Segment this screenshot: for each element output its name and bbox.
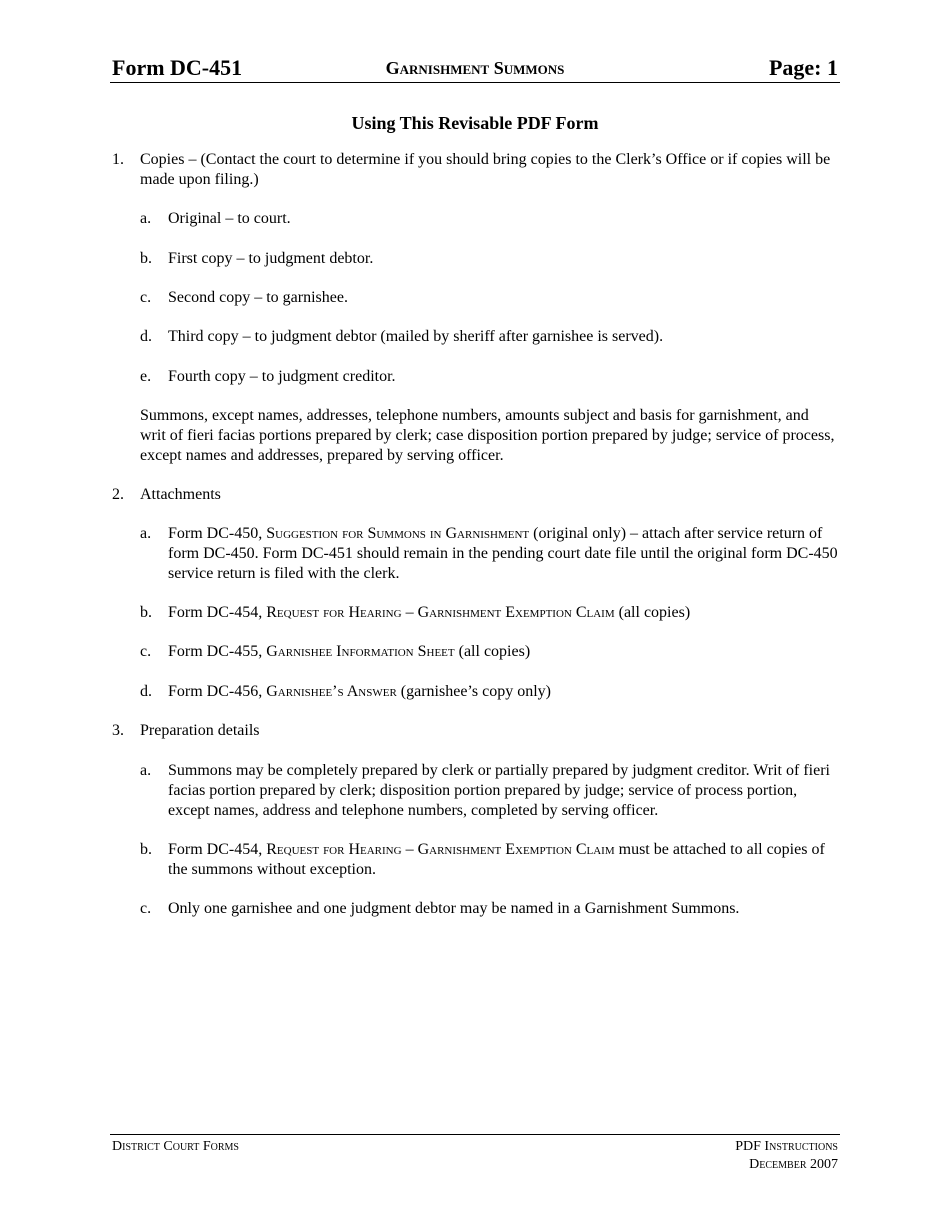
item-letter: a. (140, 525, 152, 542)
form-name: Suggestion for Summons in Garnishment (266, 525, 530, 542)
item-text: Form DC-454, Request for Hearing – Garnishment Exemption Claim (all copies) (168, 604, 691, 621)
section-heading: Copies – (Contact the court to determine if you should bring copies to the Clerk’s Office or if copies will be made upon filing.) (140, 151, 831, 188)
item-letter: e. (140, 368, 152, 385)
section-number: 1. (112, 151, 124, 168)
item-letter: c. (140, 289, 152, 306)
footer-left: District Court Forms (112, 1139, 239, 1154)
footer-divider (110, 1134, 840, 1135)
item-text: Form DC-454, Request for Hearing – Garnishment Exemption Claim must be attached to all copies of the summons without exception. (168, 841, 825, 878)
item-text: Summons may be completely prepared by clerk or partially prepared by judgment creditor. Writ of fieri facias portion prepared by clerk; disposition portion prepared by judge; service of process portion, except names, address and telephone numbers, completed by serving officer. (168, 762, 830, 819)
item-letter: b. (140, 841, 152, 858)
item-text: First copy – to judgment debtor. (168, 250, 374, 267)
section-heading: Preparation details (140, 722, 260, 739)
item-letter: d. (140, 328, 152, 345)
form-name: Request for Hearing – Garnishment Exemption Claim (266, 604, 615, 621)
page-number: Page: 1 (768, 55, 838, 80)
section-number: 3. (112, 722, 124, 739)
item-text: Original – to court. (168, 210, 291, 227)
item-text: Second copy – to garnishee. (168, 289, 348, 306)
form-name: Garnishee Information Sheet (266, 643, 455, 660)
item-text: Form DC-450, Suggestion for Summons in Garnishment (original only) – attach after service return of form DC-450. Form DC-451 should remain in the pending court date file until the original form DC-450 service return is filed with the clerk. (168, 525, 838, 582)
item-text: Only one garnishee and one judgment debtor may be named in a Garnishment Summons. (168, 900, 740, 917)
item-letter: a. (140, 762, 152, 779)
section-heading: Attachments (140, 486, 221, 503)
item-letter: d. (140, 683, 152, 700)
form-title: Garnishment Summons (385, 58, 565, 78)
footer-date: December 2007 (749, 1157, 838, 1172)
note-text: Summons, except names, addresses, telephone numbers, amounts subject and basis for garnishment, and writ of fieri facias portions prepared by clerk; case disposition portion prepared by judge; service of process, except names and addresses, prepared by serving officer. (140, 407, 835, 464)
item-text: Third copy – to judgment debtor (mailed by sheriff after garnishee is served). (168, 328, 664, 345)
item-letter: a. (140, 210, 152, 227)
item-letter: b. (140, 250, 152, 267)
form-name: Garnishee’s Answer (266, 683, 397, 700)
document-title: Using This Revisable PDF Form (351, 113, 599, 133)
footer-doc-type: PDF Instructions (735, 1139, 838, 1154)
item-text: Form DC-456, Garnishee’s Answer (garnishee’s copy only) (168, 683, 551, 700)
section-number: 2. (112, 486, 124, 503)
page-header (110, 54, 840, 83)
item-letter: c. (140, 900, 152, 917)
item-text: Fourth copy – to judgment creditor. (168, 368, 396, 385)
item-letter: b. (140, 604, 152, 621)
form-name: Request for Hearing – Garnishment Exemption Claim (266, 841, 615, 858)
item-letter: c. (140, 643, 152, 660)
item-text: Form DC-455, Garnishee Information Sheet (all copies) (168, 643, 531, 660)
footer-right (735, 1138, 838, 1174)
form-number: Form DC-451 (112, 55, 243, 80)
